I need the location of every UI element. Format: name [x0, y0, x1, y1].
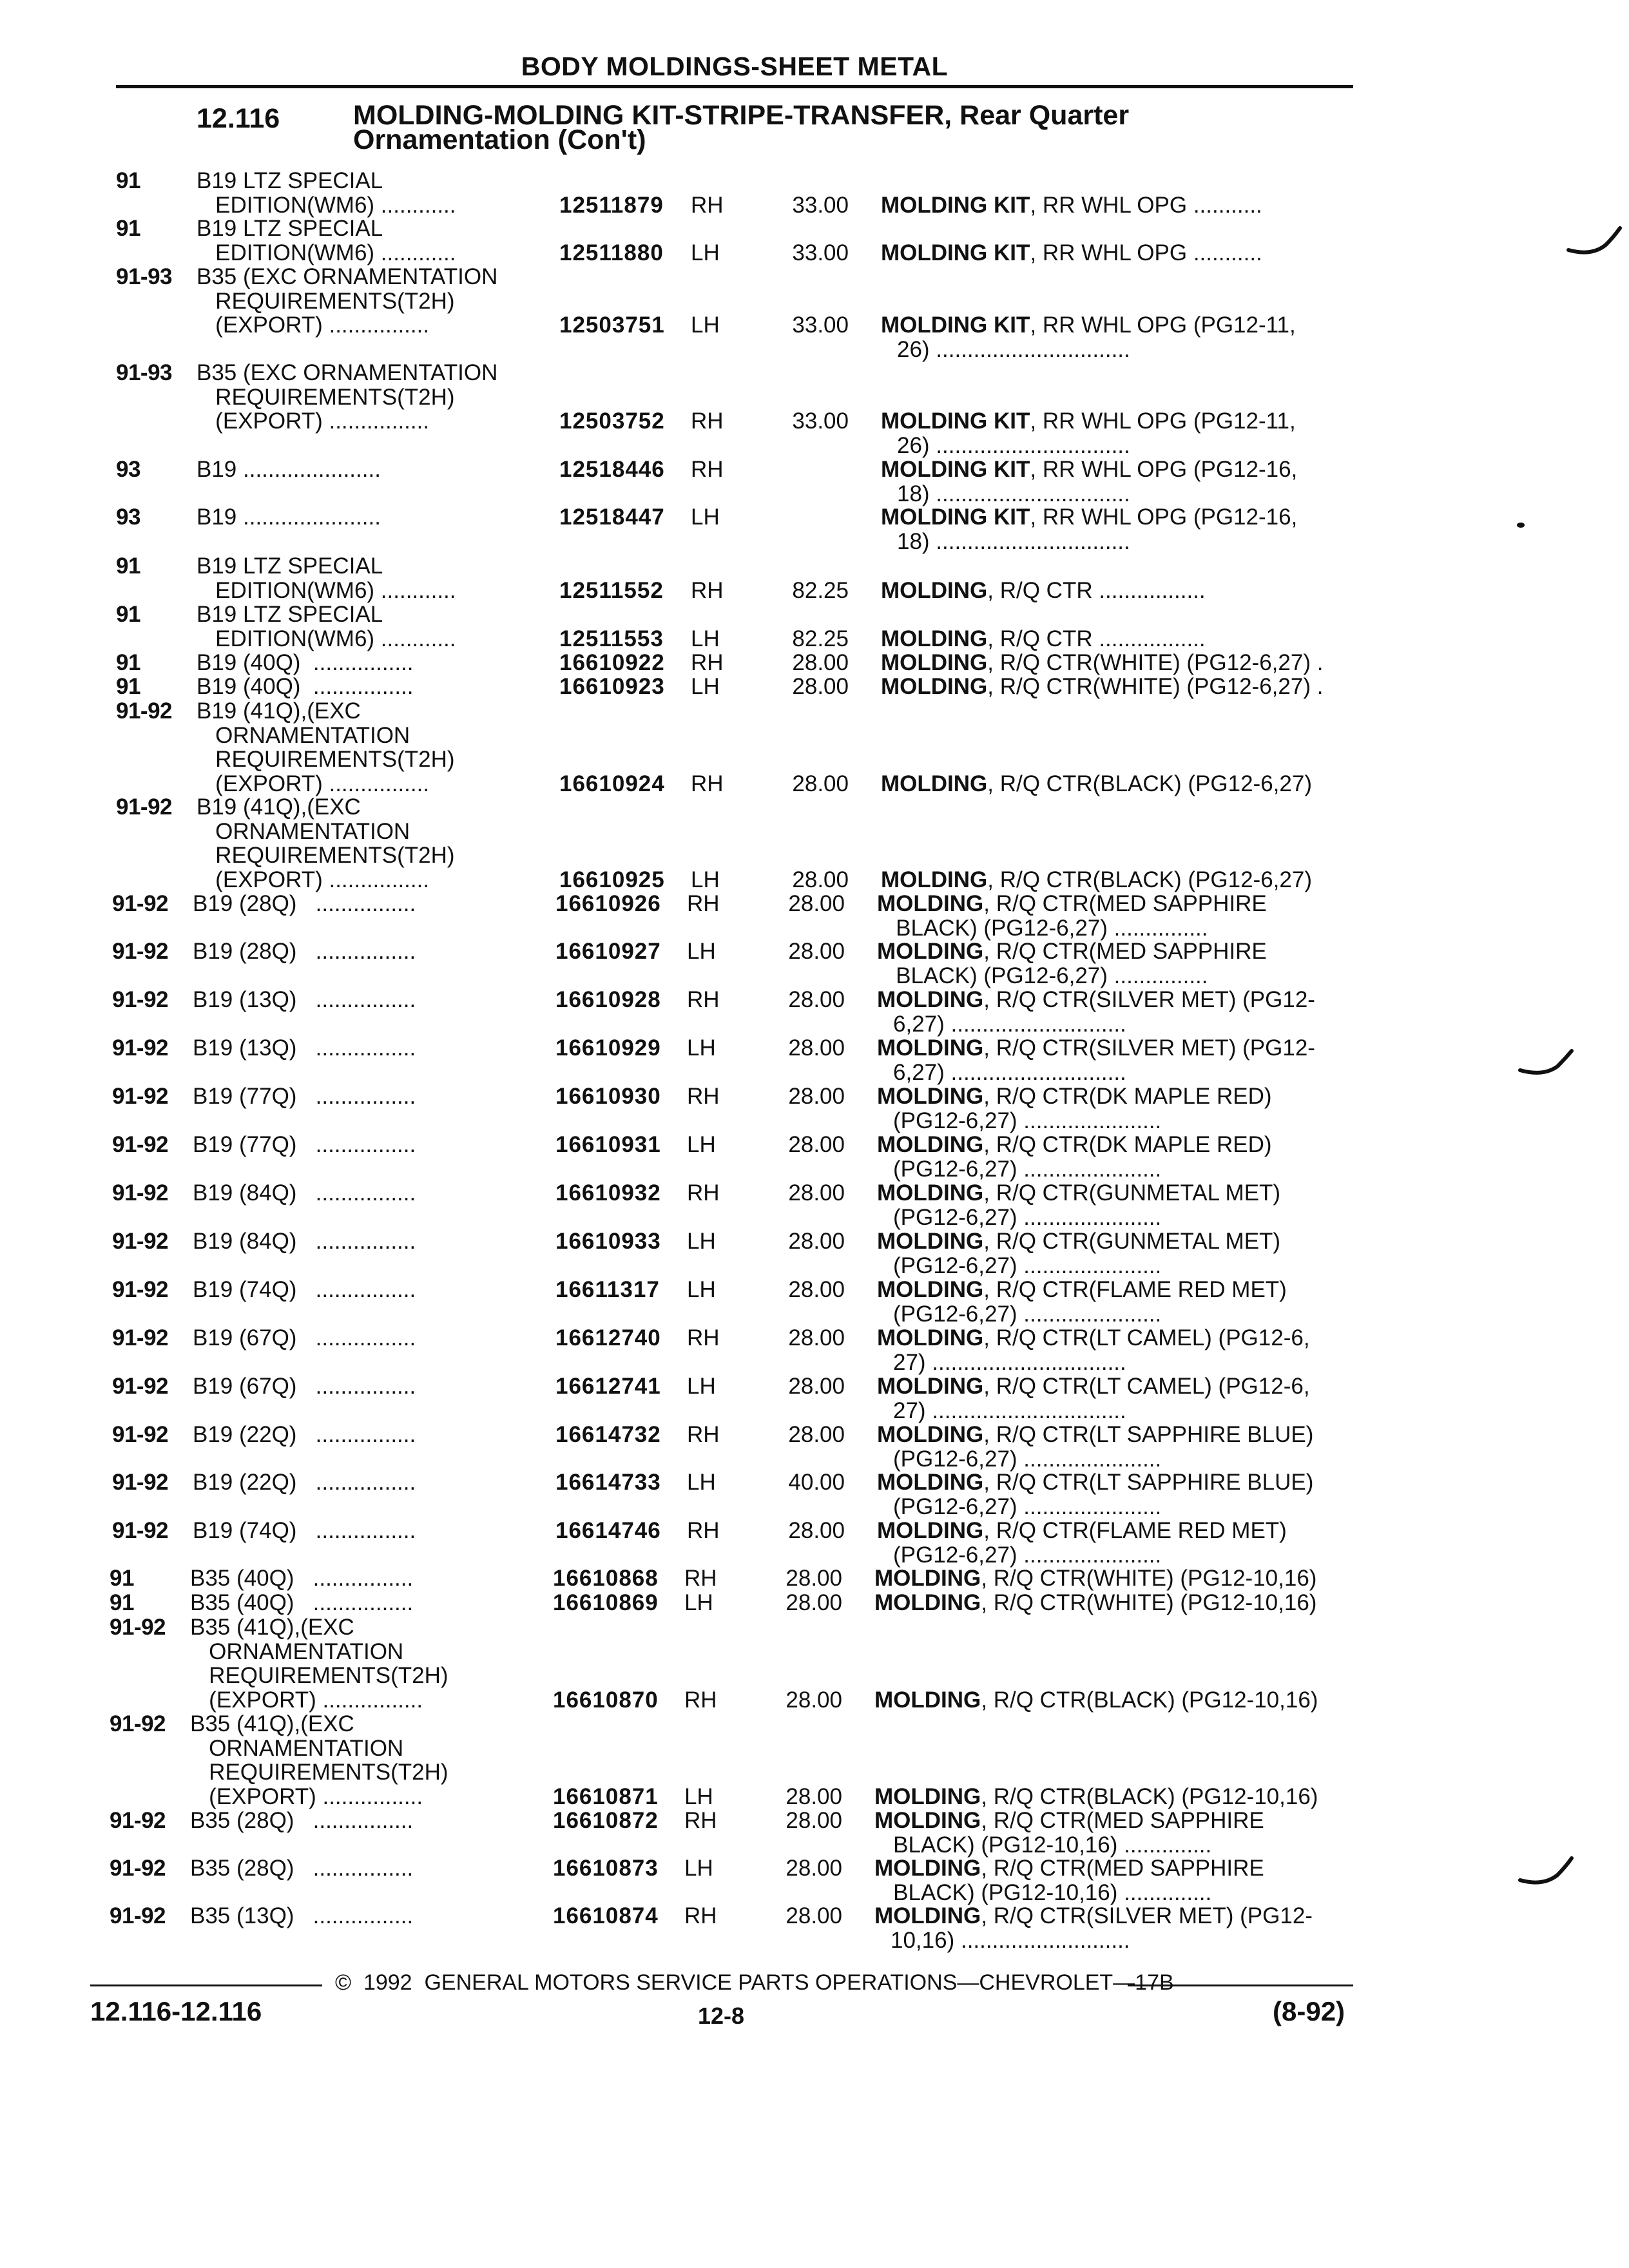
description-line: BLACK) (PG12-10,16) .............. — [874, 1879, 1212, 1905]
section-title-line-1: MOLDING-MOLDING KIT-STRIPE-TRANSFER, Rear Quarter — [353, 100, 1130, 131]
side: LH — [684, 1590, 713, 1615]
model-line: (EXPORT) ................ — [190, 1687, 423, 1713]
side: LH — [687, 1035, 716, 1061]
model-line: REQUIREMENTS(T2H) — [197, 288, 455, 314]
description-line: MOLDING KIT, RR WHL OPG (PG12-16, — [881, 457, 1298, 482]
model-years: 91-92 — [112, 1422, 169, 1447]
side: RH — [687, 1325, 720, 1350]
model-line: REQUIREMENTS(T2H) — [190, 1760, 448, 1785]
copyright: © 1992 GENERAL MOTORS SERVICE PARTS OPERATIONS—CHEVROLET—17B — [335, 1970, 1174, 1995]
part-number: 16610922 — [559, 650, 665, 675]
model-line: B35 (13Q) ................ — [190, 1903, 414, 1928]
side: RH — [691, 457, 724, 482]
model-line: B19 (84Q) ................ — [193, 1229, 416, 1254]
price: 28.00 — [788, 1422, 845, 1447]
model-line: ORNAMENTATION — [190, 1639, 404, 1664]
side: LH — [687, 1374, 716, 1399]
side: LH — [691, 312, 720, 338]
part-number: 16610931 — [555, 1132, 661, 1157]
side: RH — [687, 1422, 720, 1447]
model-years: 91-93 — [116, 360, 173, 385]
description-line: MOLDING KIT, RR WHL OPG (PG12-11, — [881, 408, 1296, 434]
section-title-line-2: Ornamentation (Con't) — [353, 124, 646, 155]
model-line: B35 (40Q) ................ — [190, 1566, 414, 1591]
model-years: 91-92 — [110, 1711, 166, 1736]
model-years: 91-92 — [112, 1180, 169, 1206]
side: RH — [687, 1180, 720, 1206]
model-line: B19 (22Q) ................ — [193, 1422, 416, 1447]
model-line: B35 (40Q) ................ — [190, 1590, 414, 1615]
description-line: MOLDING, R/Q CTR(BLACK) (PG12-6,27) — [881, 771, 1312, 796]
model-years: 91-92 — [112, 1518, 169, 1543]
part-number: 12503751 — [559, 312, 665, 338]
description-line: (PG12-6,27) ...................... — [893, 1494, 1162, 1519]
model-line: ORNAMENTATION — [197, 818, 410, 844]
price: 28.00 — [788, 1325, 845, 1350]
side: LH — [691, 867, 720, 892]
dot-mark-icon — [1514, 519, 1527, 532]
side: LH — [687, 1229, 716, 1254]
model-years: 91 — [116, 168, 140, 193]
model-line: B19 LTZ SPECIAL — [197, 168, 383, 193]
check-mark-icon — [1518, 1856, 1576, 1894]
model-years: 91 — [116, 553, 140, 579]
description-line: 27) ............................... — [893, 1349, 1126, 1375]
description-line: MOLDING, R/Q CTR(DK MAPLE RED) — [877, 1084, 1272, 1109]
description-line: MOLDING, R/Q CTR(LT CAMEL) (PG12-6, — [877, 1374, 1310, 1399]
description-line: 10,16) ........................... — [891, 1927, 1130, 1953]
description-line: 6,27) ............................ — [893, 1011, 1126, 1037]
model-line: REQUIREMENTS(T2H) — [190, 1663, 448, 1688]
part-number: 12511552 — [559, 577, 664, 603]
price: 28.00 — [788, 891, 845, 916]
model-years: 91-92 — [112, 1277, 169, 1302]
model-line: B35 (EXC ORNAMENTATION — [197, 360, 498, 385]
side: RH — [691, 650, 724, 675]
price: 82.25 — [792, 626, 849, 651]
side: LH — [691, 674, 720, 699]
model-line: REQUIREMENTS(T2H) — [197, 843, 455, 868]
model-years: 91 — [116, 674, 140, 699]
description-line: BLACK) (PG12-6,27) ............... — [877, 915, 1208, 941]
part-number: 12518447 — [559, 505, 665, 530]
model-years: 91 — [116, 216, 140, 241]
description-line: MOLDING, R/Q CTR(WHITE) (PG12-6,27) . — [881, 674, 1324, 699]
model-line: B19 LTZ SPECIAL — [197, 216, 383, 241]
description-line: MOLDING, R/Q CTR(GUNMETAL MET) — [877, 1180, 1281, 1206]
side: RH — [691, 771, 724, 796]
model-line: B19 (28Q) ................ — [193, 939, 416, 964]
description-line: MOLDING, R/Q CTR(SILVER MET) (PG12- — [874, 1903, 1313, 1928]
description-line: 26) ............................... — [897, 432, 1130, 458]
model-years: 91 — [110, 1590, 134, 1615]
description-line: MOLDING KIT, RR WHL OPG ........... — [881, 240, 1262, 265]
model-line: ORNAMENTATION — [190, 1735, 404, 1761]
description-line: MOLDING KIT, RR WHL OPG ........... — [881, 192, 1262, 218]
model-line: B35 (41Q),(EXC — [190, 1711, 354, 1736]
model-years: 91-92 — [112, 939, 169, 964]
description-line: (PG12-6,27) ...................... — [893, 1156, 1162, 1182]
price: 28.00 — [792, 867, 849, 892]
description-line: 6,27) ............................ — [893, 1059, 1126, 1085]
price: 28.00 — [786, 1903, 842, 1928]
model-line: B19 (77Q) ................ — [193, 1084, 416, 1109]
part-number: 16611317 — [555, 1277, 660, 1302]
side: RH — [691, 577, 724, 603]
model-line: B19 (40Q) ................ — [197, 674, 414, 699]
price: 40.00 — [788, 1470, 845, 1495]
description-line: BLACK) (PG12-10,16) .............. — [874, 1832, 1212, 1858]
side: RH — [687, 1084, 720, 1109]
part-number: 16610874 — [553, 1903, 659, 1928]
description-line: MOLDING, R/Q CTR(MED SAPPHIRE — [877, 939, 1267, 964]
model-years: 91-92 — [112, 1229, 169, 1254]
description-line: MOLDING KIT, RR WHL OPG (PG12-11, — [881, 312, 1296, 338]
description-line: MOLDING, R/Q CTR(MED SAPPHIRE — [874, 1856, 1264, 1881]
model-line: EDITION(WM6) ............ — [197, 577, 456, 603]
section-range: 12.116-12.116 — [90, 1996, 262, 2026]
price: 28.00 — [786, 1856, 842, 1881]
part-number: 16610930 — [555, 1084, 661, 1109]
part-number: 12511553 — [559, 626, 664, 651]
page-number: 12-8 — [698, 2003, 745, 2029]
description-line: (PG12-6,27) ...................... — [893, 1108, 1162, 1133]
model-line: ORNAMENTATION — [197, 722, 410, 748]
model-line: B19 ...................... — [197, 505, 381, 530]
model-years: 91-92 — [110, 1615, 166, 1640]
description-line: 18) ............................... — [897, 481, 1130, 506]
description-line: 27) ............................... — [893, 1398, 1126, 1423]
price: 28.00 — [786, 1566, 842, 1591]
description-line: (PG12-6,27) ...................... — [893, 1253, 1162, 1278]
side: RH — [687, 987, 720, 1012]
model-line: B19 (41Q),(EXC — [197, 794, 361, 820]
model-line: B19 (77Q) ................ — [193, 1132, 416, 1157]
part-number: 16610925 — [559, 867, 665, 892]
side: RH — [684, 1687, 717, 1713]
part-number: 16614732 — [555, 1422, 661, 1447]
model-years: 91-92 — [112, 1084, 169, 1109]
footer-rule-left — [90, 1984, 322, 1986]
description-line: MOLDING, R/Q CTR(BLACK) (PG12-6,27) — [881, 867, 1312, 892]
part-number: 16610868 — [553, 1566, 659, 1591]
side: RH — [691, 192, 724, 218]
price: 28.00 — [792, 674, 849, 699]
model-years: 91-92 — [112, 987, 169, 1012]
description-line: MOLDING, R/Q CTR(FLAME RED MET) — [877, 1518, 1287, 1543]
model-line: B19 (40Q) ................ — [197, 650, 414, 675]
model-line: B19 (74Q) ................ — [193, 1277, 416, 1302]
price: 28.00 — [788, 1132, 845, 1157]
model-line: B35 (28Q) ................ — [190, 1856, 414, 1881]
price: 33.00 — [792, 240, 849, 265]
description-line: MOLDING, R/Q CTR ................. — [881, 626, 1206, 651]
model-years: 91-92 — [110, 1856, 166, 1881]
model-years: 93 — [116, 457, 140, 482]
model-years: 91-92 — [110, 1808, 166, 1833]
side: LH — [691, 626, 720, 651]
side: LH — [691, 240, 720, 265]
part-number: 16610924 — [559, 771, 665, 796]
model-line: B19 (67Q) ................ — [193, 1374, 416, 1399]
description-line: (PG12-6,27) ...................... — [893, 1301, 1162, 1327]
description-line: MOLDING, R/Q CTR(WHITE) (PG12-10,16) — [874, 1590, 1317, 1615]
model-line: B19 (84Q) ................ — [193, 1180, 416, 1206]
description-line: MOLDING, R/Q CTR(BLACK) (PG12-10,16) — [874, 1783, 1318, 1809]
price: 28.00 — [788, 1277, 845, 1302]
side: RH — [691, 408, 724, 434]
model-years: 91 — [110, 1566, 134, 1591]
model-years: 91-92 — [112, 1132, 169, 1157]
model-line: (EXPORT) ................ — [197, 312, 430, 338]
price: 28.00 — [788, 1180, 845, 1206]
model-line: B35 (28Q) ................ — [190, 1808, 414, 1833]
price: 28.00 — [786, 1783, 842, 1809]
description-line: MOLDING, R/Q CTR(GUNMETAL MET) — [877, 1229, 1281, 1254]
model-line: REQUIREMENTS(T2H) — [197, 747, 455, 772]
description-line: MOLDING, R/Q CTR(LT SAPPHIRE BLUE) — [877, 1422, 1314, 1447]
part-number: 16610932 — [555, 1180, 661, 1206]
model-years: 91-92 — [112, 1470, 169, 1495]
model-line: B19 (74Q) ................ — [193, 1518, 416, 1543]
revision-date: (8-92) — [1273, 1996, 1345, 2026]
description-line: MOLDING, R/Q CTR(LT CAMEL) (PG12-6, — [877, 1325, 1310, 1350]
part-number: 16610869 — [553, 1590, 659, 1615]
part-number: 16610929 — [555, 1035, 661, 1061]
part-number: 16610933 — [555, 1229, 661, 1254]
model-line: EDITION(WM6) ............ — [197, 240, 456, 265]
model-line: B19 (67Q) ................ — [193, 1325, 416, 1350]
side: LH — [687, 1277, 716, 1302]
price: 28.00 — [786, 1808, 842, 1833]
part-number: 16610927 — [555, 939, 661, 964]
description-line: MOLDING, R/Q CTR(SILVER MET) (PG12- — [877, 987, 1315, 1012]
model-line: B19 (13Q) ................ — [193, 987, 416, 1012]
model-line: B19 ...................... — [197, 457, 381, 482]
price: 28.00 — [792, 771, 849, 796]
price: 28.00 — [792, 650, 849, 675]
description-line: (PG12-6,27) ...................... — [893, 1204, 1162, 1230]
price: 28.00 — [788, 939, 845, 964]
side: LH — [684, 1783, 713, 1809]
part-number: 16610871 — [553, 1783, 659, 1809]
check-mark-icon — [1566, 226, 1624, 264]
model-years: 91-92 — [116, 698, 173, 724]
price: 28.00 — [786, 1590, 842, 1615]
price: 28.00 — [786, 1687, 842, 1713]
side: RH — [687, 1518, 720, 1543]
side: RH — [684, 1566, 717, 1591]
part-number: 12511879 — [559, 192, 664, 218]
price: 33.00 — [792, 408, 849, 434]
model-years: 91-92 — [112, 1374, 169, 1399]
part-number: 16610873 — [553, 1856, 659, 1881]
description-line: BLACK) (PG12-6,27) ............... — [877, 963, 1208, 988]
price: 28.00 — [788, 987, 845, 1012]
price: 28.00 — [788, 1374, 845, 1399]
part-number: 16614733 — [555, 1470, 661, 1495]
side: RH — [684, 1808, 717, 1833]
part-number: 12511880 — [559, 240, 664, 265]
model-line: B19 (41Q),(EXC — [197, 698, 361, 724]
price: 28.00 — [788, 1518, 845, 1543]
model-years: 91-92 — [112, 891, 169, 916]
model-line: (EXPORT) ................ — [197, 408, 430, 434]
model-line: (EXPORT) ................ — [197, 771, 430, 796]
side: RH — [684, 1903, 717, 1928]
description-line: MOLDING, R/Q CTR(WHITE) (PG12-6,27) . — [881, 650, 1324, 675]
model-line: B19 LTZ SPECIAL — [197, 553, 383, 579]
part-number: 16612740 — [555, 1325, 661, 1350]
description-line: MOLDING, R/Q CTR(WHITE) (PG12-10,16) — [874, 1566, 1317, 1591]
description-line: MOLDING, R/Q CTR ................. — [881, 577, 1206, 603]
price: 82.25 — [792, 577, 849, 603]
model-line: (EXPORT) ................ — [197, 867, 430, 892]
model-line: B35 (41Q),(EXC — [190, 1615, 354, 1640]
model-line: REQUIREMENTS(T2H) — [197, 384, 455, 410]
model-line: EDITION(WM6) ............ — [197, 192, 456, 218]
side: LH — [687, 939, 716, 964]
footer-rule-right — [1128, 1984, 1353, 1986]
part-number: 12518446 — [559, 457, 665, 482]
price: 33.00 — [792, 192, 849, 218]
model-line: B19 LTZ SPECIAL — [197, 602, 383, 627]
description-line: MOLDING, R/Q CTR(FLAME RED MET) — [877, 1277, 1287, 1302]
part-number: 16610928 — [555, 987, 661, 1012]
part-number: 12503752 — [559, 408, 665, 434]
description-line: MOLDING, R/Q CTR(MED SAPPHIRE — [874, 1808, 1264, 1833]
side: LH — [687, 1470, 716, 1495]
description-line: MOLDING KIT, RR WHL OPG (PG12-16, — [881, 505, 1298, 530]
model-years: 93 — [116, 505, 140, 530]
model-years: 91-92 — [112, 1325, 169, 1350]
description-line: (PG12-6,27) ...................... — [893, 1446, 1162, 1472]
part-number: 16610870 — [553, 1687, 659, 1713]
description-line: MOLDING, R/Q CTR(SILVER MET) (PG12- — [877, 1035, 1315, 1061]
side: RH — [687, 891, 720, 916]
model-years: 91-92 — [110, 1903, 166, 1928]
side: LH — [691, 505, 720, 530]
side: LH — [684, 1856, 713, 1881]
part-number: 16610926 — [555, 891, 661, 916]
section-number: 12.116 — [197, 103, 280, 134]
price: 28.00 — [788, 1084, 845, 1109]
model-line: EDITION(WM6) ............ — [197, 626, 456, 651]
description-line: 18) ............................... — [897, 528, 1130, 554]
model-line: (EXPORT) ................ — [190, 1783, 423, 1809]
price: 28.00 — [788, 1229, 845, 1254]
price: 28.00 — [788, 1035, 845, 1061]
side: LH — [687, 1132, 716, 1157]
model-years: 91 — [116, 602, 140, 627]
description-line: (PG12-6,27) ...................... — [893, 1542, 1162, 1568]
model-years: 91 — [116, 650, 140, 675]
check-mark-icon — [1518, 1047, 1576, 1086]
model-years: 91-92 — [112, 1035, 169, 1061]
description-line: 26) ............................... — [897, 336, 1130, 362]
model-line: B19 (22Q) ................ — [193, 1470, 416, 1495]
model-line: B35 (EXC ORNAMENTATION — [197, 264, 498, 289]
part-number: 16614746 — [555, 1518, 661, 1543]
page-header: BODY MOLDINGS-SHEET METAL — [521, 52, 949, 81]
part-number: 16610872 — [553, 1808, 659, 1833]
price: 33.00 — [792, 312, 849, 338]
description-line: MOLDING, R/Q CTR(MED SAPPHIRE — [877, 891, 1267, 916]
description-line: MOLDING, R/Q CTR(DK MAPLE RED) — [877, 1132, 1272, 1157]
model-line: B19 (13Q) ................ — [193, 1035, 416, 1061]
model-years: 91-93 — [116, 264, 173, 289]
part-number: 16610923 — [559, 674, 665, 699]
model-line: B19 (28Q) ................ — [193, 891, 416, 916]
description-line: MOLDING, R/Q CTR(BLACK) (PG12-10,16) — [874, 1687, 1318, 1713]
model-years: 91-92 — [116, 794, 173, 820]
description-line: MOLDING, R/Q CTR(LT SAPPHIRE BLUE) — [877, 1470, 1314, 1495]
part-number: 16612741 — [555, 1374, 661, 1399]
